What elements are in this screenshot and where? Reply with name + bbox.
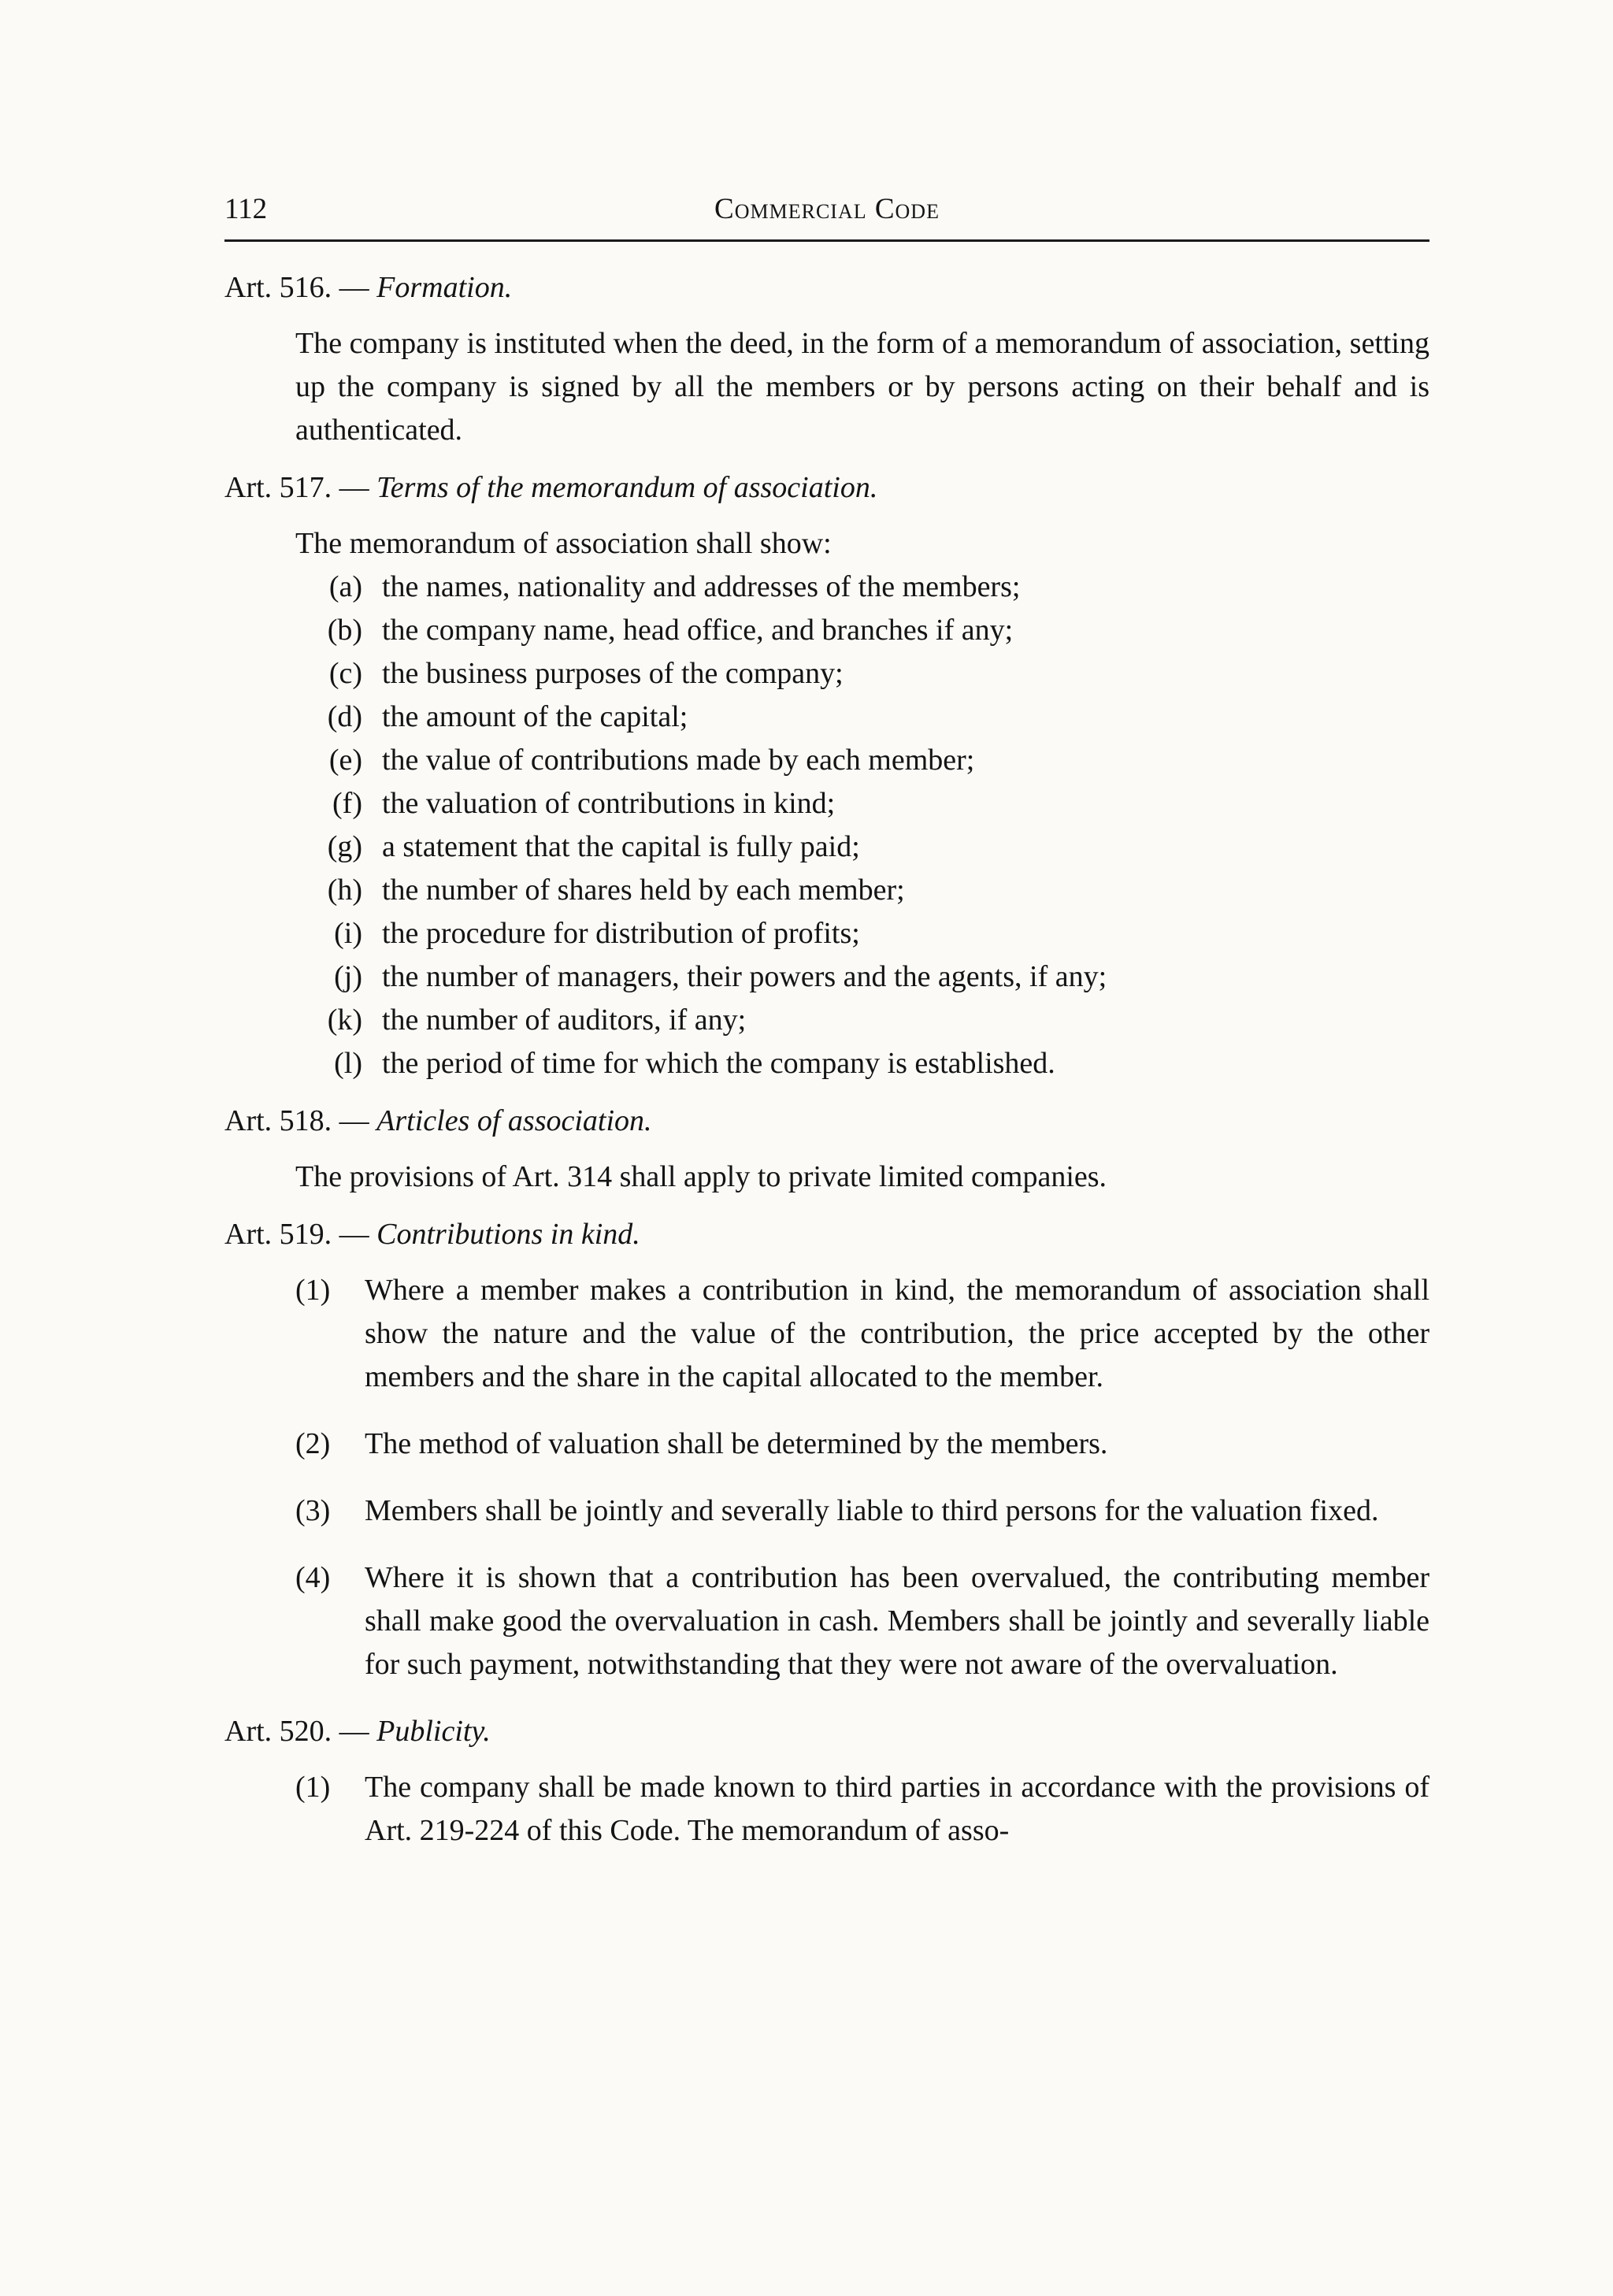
article-intro: The memorandum of association shall show: [295,527,832,560]
item-text: the procedure for distribution of profits; [382,917,860,950]
item-marker: (i) [334,917,362,950]
item-text: the names, nationality and addresses of the members; [382,570,1021,603]
header-rule [224,239,1429,242]
item-text: the amount of the capital; [382,700,688,733]
item-marker: (b) [327,614,362,647]
item-marker: (k) [327,1003,362,1037]
article-title: Publicity. [376,1715,491,1748]
item-text: the number of shares held by each member; [382,874,905,907]
item-text: The method of valuation shall be determined by the members. [365,1427,1108,1460]
item-text: Where a member makes a contribution in kind, the memorandum of association shall show the nature and the value of the contribution, the price accepted by the other members and the share in the capital allocated to the member. [365,1274,1429,1393]
item-marker: (g) [327,830,362,863]
item-text: the valuation of contributions in kind; [382,787,836,820]
item-marker: (a) [328,570,362,603]
article-518 [224,1100,1429,1199]
list-item [224,825,1429,869]
list-item [224,1269,1429,1399]
list-item [224,1489,1429,1533]
article-number: Art. 517. — [224,471,369,504]
article-heading [224,1710,1429,1753]
article-title: Contributions in kind. [376,1218,640,1251]
article-number: Art. 520. — [224,1715,369,1748]
article-number: Art. 516. — [224,271,369,304]
item-marker: (2) [295,1427,331,1460]
item-text: the value of contributions made by each member; [382,744,975,777]
item-text: the number of auditors, if any; [382,1003,747,1037]
article-title: Terms of the memorandum of association. [376,471,878,504]
article-heading [224,466,1429,510]
item-text: the company name, head office, and branches if any; [382,614,1014,647]
item-marker: (3) [295,1494,331,1527]
item-text: The company shall be made known to third parties in accordance with the provisions of Art. 219-224 of this Code. The memorandum of asso- [365,1771,1429,1847]
item-marker: (1) [295,1771,331,1804]
article-paragraph: The provisions of Art. 314 shall apply to private limited companies. [295,1160,1107,1193]
item-marker: (f) [332,787,362,820]
list-item [224,739,1429,782]
item-marker: (1) [295,1274,331,1307]
lettered-list [224,566,1429,1085]
item-marker: (h) [327,874,362,907]
article-number: Art. 518. — [224,1104,369,1137]
numbered-list [224,1269,1429,1686]
article-519 [224,1213,1429,1686]
running-title: Commercial Code [714,193,940,225]
article-heading [224,1213,1429,1256]
article-517 [224,466,1429,1085]
list-item [224,1556,1429,1686]
item-text: Members shall be jointly and severally liable to third persons for the valuation fixed. [365,1494,1379,1527]
list-item [224,999,1429,1042]
item-marker: (c) [328,657,362,690]
article-heading [224,1100,1429,1143]
list-item [224,912,1429,955]
page-number: 112 [224,193,268,225]
item-text: a statement that the capital is fully paid; [382,830,860,863]
list-item [224,1422,1429,1466]
item-marker: (l) [334,1047,362,1080]
article-516 [224,266,1429,452]
list-item [224,1766,1429,1853]
item-marker: (e) [328,744,362,777]
item-text: the number of managers, their powers and the agents, if any; [382,960,1107,993]
item-text: the period of time for which the company is established. [382,1047,1055,1080]
list-item [224,782,1429,825]
article-title: Formation. [376,271,513,304]
running-header [224,186,1429,233]
article-heading [224,266,1429,310]
article-paragraph: The company is instituted when the deed, in the form of a memorandum of association, setting up the company is signed by all the members or by persons acting on their behalf and is authenticated. [295,327,1429,447]
list-item [224,955,1429,999]
list-item [224,1042,1429,1085]
article-title: Articles of association. [376,1104,652,1137]
item-text: Where it is shown that a contribution has been overvalued, the contributing member shall make good the overvaluation in cash. Members shall be jointly and severally liable for such payment, notwithstanding that they were not aware of the overvaluation. [365,1561,1429,1681]
item-marker: (4) [295,1561,331,1594]
item-text: the business purposes of the company; [382,657,844,690]
article-number: Art. 519. — [224,1218,369,1251]
numbered-list [224,1766,1429,1853]
list-item [224,695,1429,739]
list-item [224,652,1429,695]
list-item [224,869,1429,912]
list-item [224,566,1429,609]
page-body [224,266,1429,1876]
item-marker: (d) [327,700,362,733]
list-item [224,609,1429,652]
article-520 [224,1710,1429,1853]
item-marker: (j) [334,960,362,993]
